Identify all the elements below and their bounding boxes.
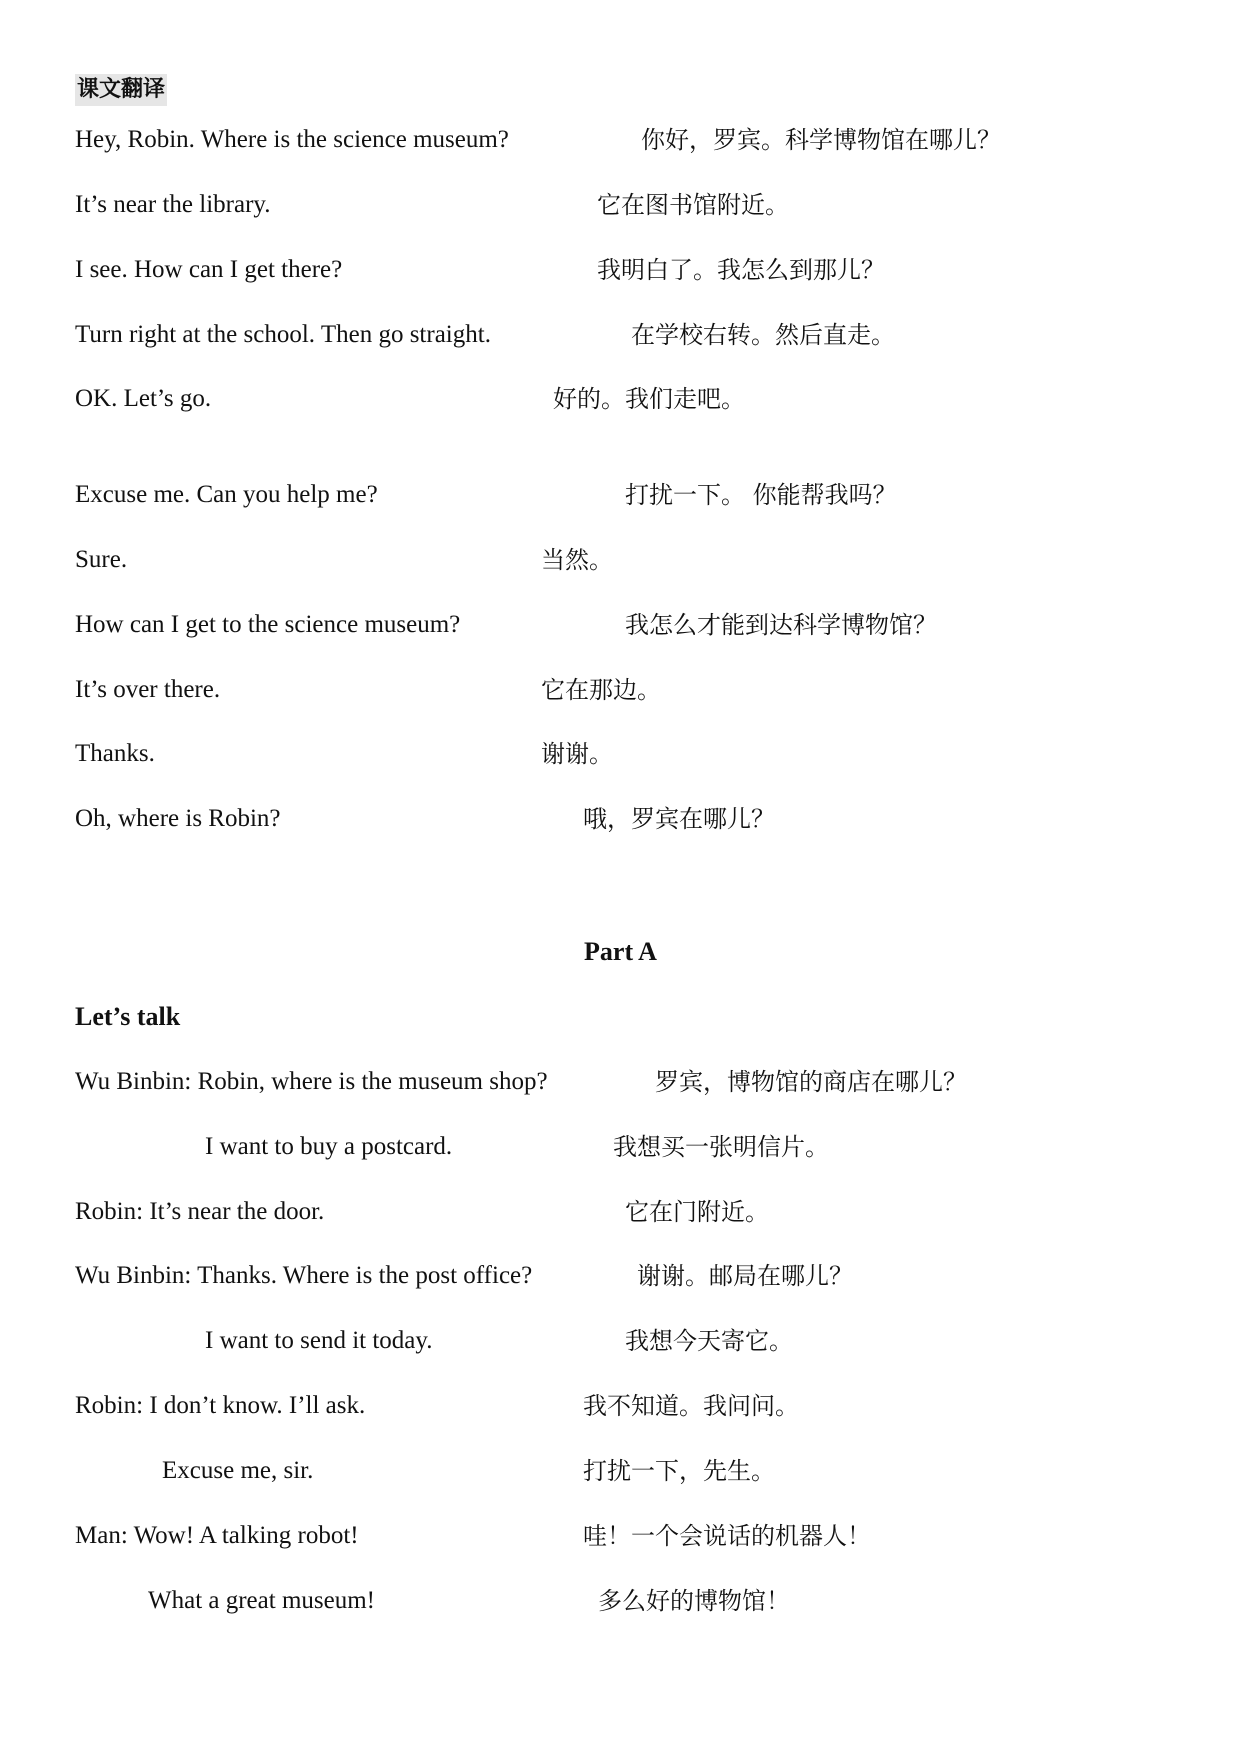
dialogue2-line-1-cn: 打扰一下。 你能帮我吗？ (625, 481, 897, 509)
dialogue2-line-2-en: Sure. (75, 546, 128, 573)
dialogue3-line-8-cn: 哇！一个会说话的机器人！ (583, 1522, 871, 1550)
dialogue3-line-9-en: What a great museum! (148, 1587, 375, 1614)
dialogue1-line-5-cn: 好的。我们走吧。 (553, 385, 745, 413)
dialogue3-line-5-cn: 我想今天寄它。 (625, 1327, 793, 1355)
dialogue3-line-5-en: I want to send it today. (205, 1327, 433, 1354)
dialogue3-line-6-cn: 我不知道。我问问。 (583, 1392, 799, 1420)
dialogue2-line-3-en: How can I get to the science museum? (75, 611, 461, 638)
dialogue3-line-6-en: Robin: I don’t know. I’ll ask. (75, 1392, 366, 1419)
dialogue3-line-2-en: I want to buy a postcard. (205, 1133, 453, 1160)
dialogue2-line-5-cn: 谢谢。 (541, 740, 613, 768)
dialogue3-line-1-cn: 罗宾，博物馆的商店在哪儿？ (655, 1068, 967, 1096)
dialogue1-line-3-en: I see. How can I get there? (75, 256, 343, 283)
dialogue1-line-3-cn: 我明白了。我怎么到那儿？ (597, 256, 885, 284)
section-title: Let’s talk (75, 1002, 181, 1031)
dialogue2-line-4-en: It’s over there. (75, 676, 221, 703)
dialogue3-line-4-en: Wu Binbin: Thanks. Where is the post office? (75, 1262, 533, 1289)
dialogue3-line-9-cn: 多么好的博物馆！ (598, 1587, 790, 1615)
part-title: Part A (584, 937, 657, 966)
dialogue1-line-5-en: OK. Let’s go. (75, 385, 212, 412)
dialogue3-line-7-en: Excuse me, sir. (162, 1457, 314, 1484)
dialogue3-line-3-cn: 它在门附近。 (625, 1198, 769, 1226)
dialogue2-line-3-cn: 我怎么才能到达科学博物馆？ (625, 611, 937, 639)
dialogue2-line-6-en: Oh, where is Robin? (75, 805, 281, 832)
dialogue1-line-4-cn: 在学校右转。然后直走。 (631, 321, 895, 349)
dialogue1-line-1-cn: 你好，罗宾。科学博物馆在哪儿？ (641, 126, 1001, 154)
dialogue1-line-2-cn: 它在图书馆附近。 (597, 191, 789, 219)
dialogue1-line-1-en: Hey, Robin. Where is the science museum? (75, 126, 509, 153)
dialogue1-line-2-en: It’s near the library. (75, 191, 271, 218)
dialogue2-line-4-cn: 它在那边。 (541, 676, 661, 704)
dialogue3-line-2-cn: 我想买一张明信片。 (613, 1133, 829, 1161)
dialogue3-line-3-en: Robin: It’s near the door. (75, 1198, 325, 1225)
dialogue2-line-5-en: Thanks. (75, 740, 155, 767)
dialogue2-line-6-cn: 哦，罗宾在哪儿？ (583, 805, 775, 833)
dialogue3-line-7-cn: 打扰一下，先生。 (583, 1457, 775, 1485)
dialogue3-line-8-en: Man: Wow! A talking robot! (75, 1522, 359, 1549)
dialogue2-line-2-cn: 当然。 (541, 546, 613, 574)
dialogue3-line-1-en: Wu Binbin: Robin, where is the museum shop? (75, 1068, 548, 1095)
translation-heading: 课文翻译 (75, 74, 167, 106)
dialogue3-line-4-cn: 谢谢。邮局在哪儿？ (637, 1262, 853, 1290)
dialogue2-line-1-en: Excuse me. Can you help me? (75, 481, 378, 508)
dialogue1-line-4-en: Turn right at the school. Then go straight. (75, 321, 491, 348)
